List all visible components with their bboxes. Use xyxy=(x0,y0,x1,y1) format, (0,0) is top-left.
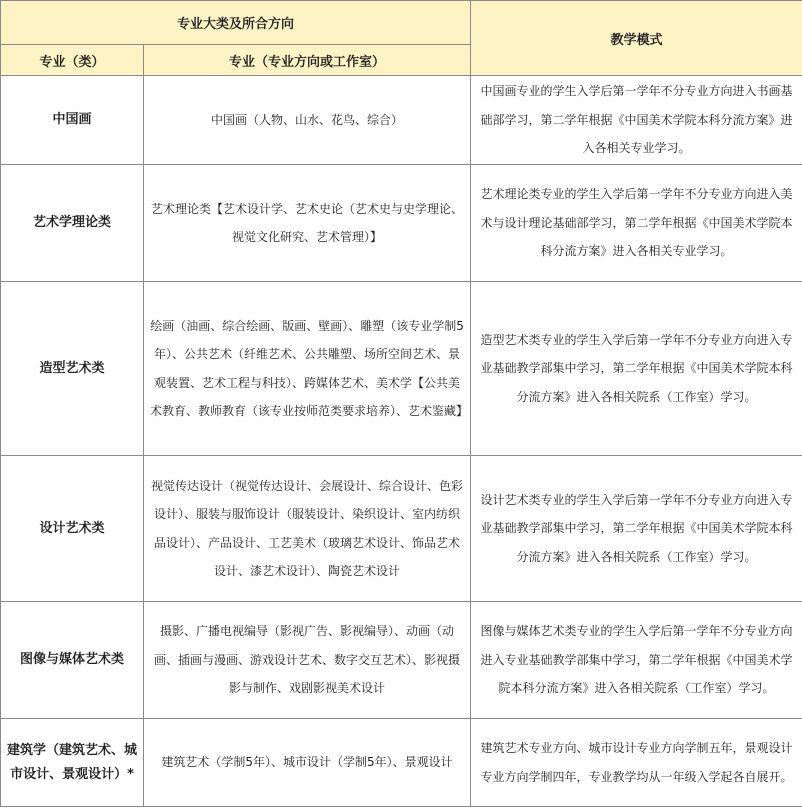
direction-cell: 摄影、广播电视编导（影视广告、影视编导）、动画（动画、插画与漫画、游戏设计艺术、数字交互艺术）、影视摄影与制作、戏剧影视美术设计 xyxy=(144,602,471,719)
major-cell: 造型艺术类 xyxy=(1,282,144,456)
teaching-mode-cell: 设计艺术类专业的学生入学后第一学年不分专业方向进入专业基础教学部集中学习，第二学年根据《中国美术学院本科分流方案》进入各相关院系（工作室）学习。 xyxy=(471,456,802,602)
teaching-mode-cell: 图像与媒体艺术类专业的学生入学后第一学年不分专业方向进入专业基础教学部集中学习，第二学年根据《中国美术学院本科分流方案》进入各相关院系（工作室）学习。 xyxy=(471,602,802,719)
teaching-mode-cell: 艺术理论类专业的学生入学后第一学年不分专业方向进入美术与设计理论基础部学习，第二学年根据《中国美术学院本科分流方案》进入各相关专业学习。 xyxy=(471,165,802,282)
header-direction: 专业（专业方向或工作室） xyxy=(144,45,471,76)
major-cell: 建筑学（建筑艺术、城市设计、景观设计）* xyxy=(1,719,144,807)
direction-cell: 绘画（油画、综合绘画、版画、壁画）、雕塑（该专业学制5年）、公共艺术（纤维艺术、公共雕塑、场所空间艺术、景观装置、艺术工程与科技）、跨媒体艺术、美术学【公共美术教育、教师教育（该专业按师范类要求培养）、艺术鉴藏】 xyxy=(144,282,471,456)
teaching-mode-cell: 造型艺术类专业的学生入学后第一学年不分专业方向进入专业基础教学部集中学习，第二学年根据《中国美术学院本科分流方案》进入各相关院系（工作室）学习。 xyxy=(471,282,802,456)
direction-cell: 中国画（人物、山水、花鸟、综合） xyxy=(144,76,471,165)
table-row xyxy=(1,282,802,456)
header-group: 专业大类及所合方向 xyxy=(1,1,471,45)
major-cell: 设计艺术类 xyxy=(1,456,144,602)
major-cell: 艺术学理论类 xyxy=(1,165,144,282)
direction-cell: 建筑艺术（学制5年）、城市设计（学制5年）、景观设计 xyxy=(144,719,471,807)
major-cell: 图像与媒体艺术类 xyxy=(1,602,144,719)
direction-cell: 艺术理论类【艺术设计学、艺术史论（艺术史与史学理论、视觉文化研究、艺术管理）】 xyxy=(144,165,471,282)
header-teaching-mode: 教学模式 xyxy=(471,1,802,76)
table-row xyxy=(1,76,802,165)
teaching-mode-cell: 建筑艺术专业方向、城市设计专业方向学制五年，景观设计专业方向学制四年，专业教学均从一年级入学起各自展开。 xyxy=(471,719,802,807)
major-cell: 中国画 xyxy=(1,76,144,165)
table-row xyxy=(1,456,802,602)
header-major: 专业（类） xyxy=(1,45,144,76)
direction-cell: 视觉传达设计（视觉传达设计、会展设计、综合设计、色彩设计）、服装与服饰设计（服装设计、染织设计、室内纺织品设计）、产品设计、工艺美术（玻璃艺术设计、饰品艺术设计、漆艺术设计）、陶瓷艺术设计 xyxy=(144,456,471,602)
table-row xyxy=(1,165,802,282)
teaching-mode-cell: 中国画专业的学生入学后第一学年不分专业方向进入书画基础部学习，第二学年根据《中国美术学院本科分流方案》进入各相关专业学习。 xyxy=(471,76,802,165)
table-row xyxy=(1,719,802,807)
table-row xyxy=(1,602,802,719)
